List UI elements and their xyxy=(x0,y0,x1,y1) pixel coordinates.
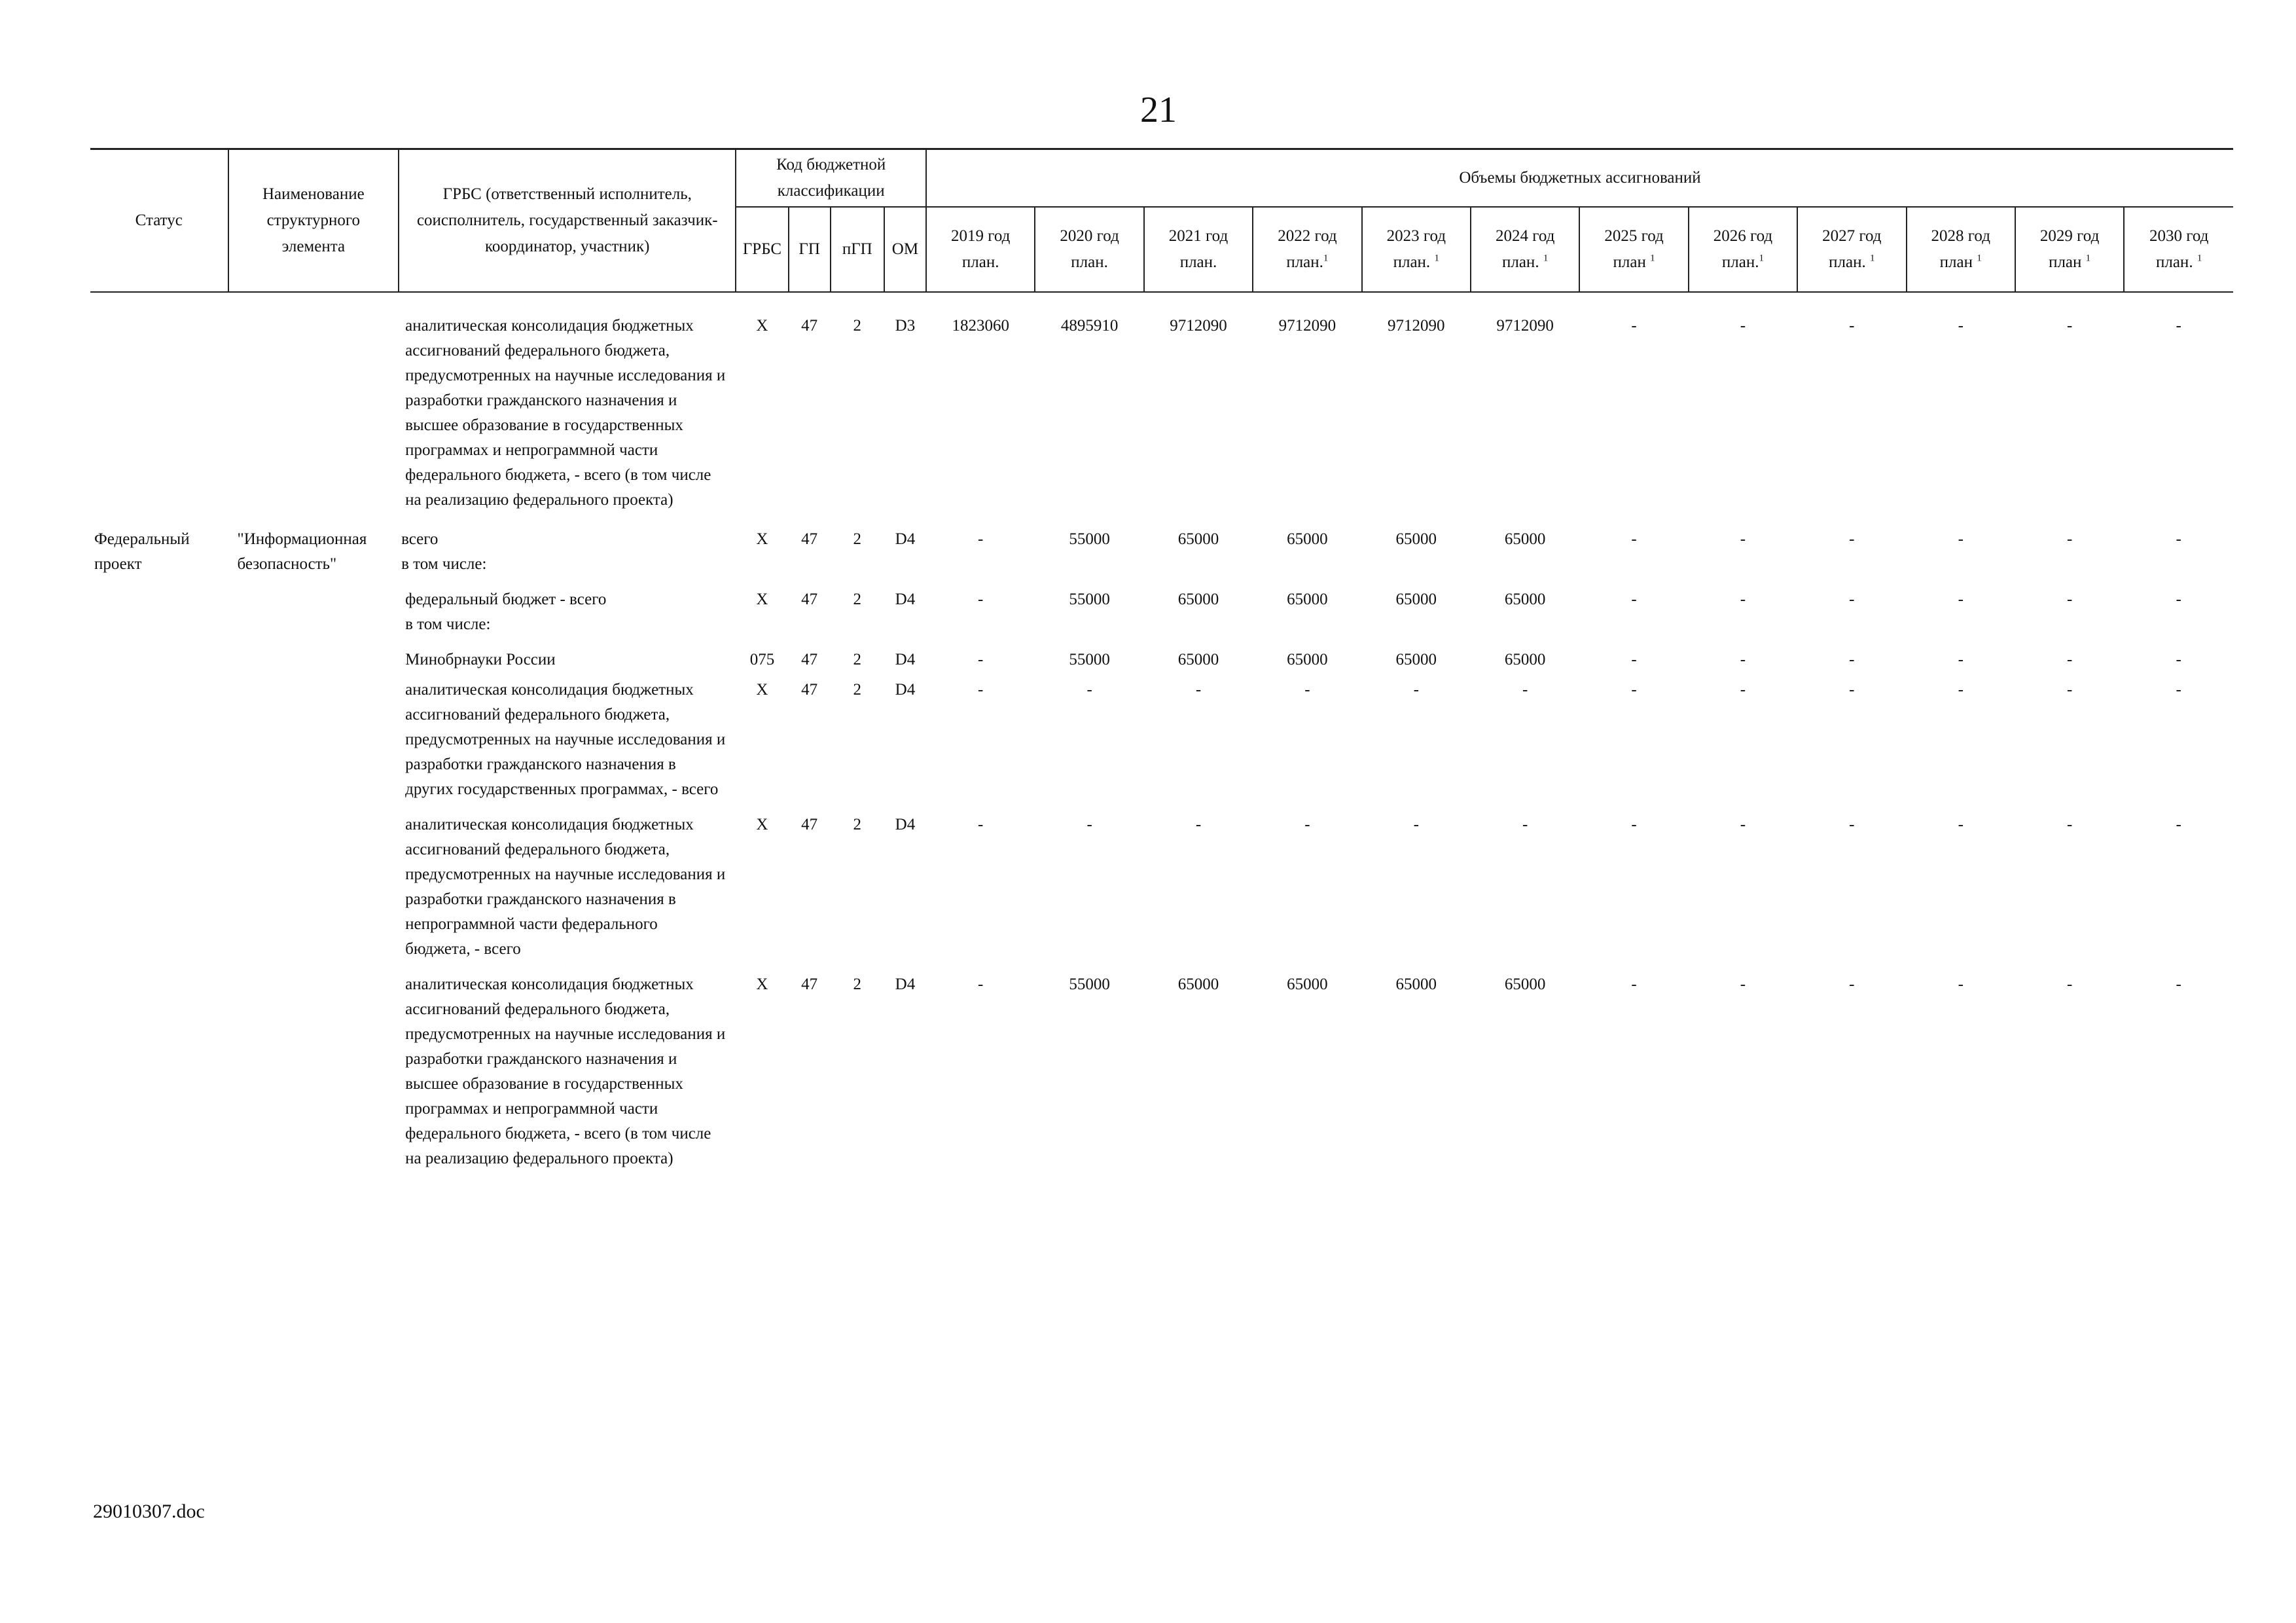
table-row xyxy=(90,314,2233,527)
cell-value: - xyxy=(1740,651,1746,668)
budget-table xyxy=(90,148,2233,1171)
cell-grbs: X xyxy=(756,681,768,699)
cell-value: - xyxy=(2176,681,2181,699)
cell-value: - xyxy=(1304,816,1310,833)
cell-value: 55000 xyxy=(1069,976,1110,993)
cell-value: 65000 xyxy=(1395,591,1437,608)
cell-value: - xyxy=(1849,317,1855,335)
cell-value: - xyxy=(1195,681,1202,699)
cell-om: D4 xyxy=(895,591,916,608)
cell-value: - xyxy=(1958,976,1964,993)
cell-value: 55000 xyxy=(1069,591,1110,608)
cell-grbs: X xyxy=(756,530,768,548)
col-header-status: Статус xyxy=(90,149,228,293)
cell-value: - xyxy=(1631,317,1637,335)
cell-value: 65000 xyxy=(1177,976,1219,993)
cell-value: - xyxy=(978,591,984,608)
cell-value: - xyxy=(1849,651,1855,668)
cell-value: 65000 xyxy=(1504,976,1546,993)
cell-value: - xyxy=(1849,681,1855,699)
cell-pgp: 2 xyxy=(853,651,862,668)
cell-value: - xyxy=(2066,317,2073,335)
cell-value: - xyxy=(2066,651,2073,668)
document-filename: 29010307.doc xyxy=(93,1501,205,1522)
cell-value: 65000 xyxy=(1395,530,1437,548)
cell-value: 65000 xyxy=(1177,591,1219,608)
col-header-year: 2021 год план. xyxy=(1144,207,1253,292)
element-name-cell: "Информационная безопасность" xyxy=(237,530,367,573)
cell-value: - xyxy=(1413,681,1419,699)
col-header-year: 2025 год план $^1$ xyxy=(1579,207,1688,292)
cell-value: - xyxy=(1958,681,1964,699)
cell-value: 1823060 xyxy=(952,317,1009,335)
cell-value: - xyxy=(1958,591,1964,608)
cell-value: 65000 xyxy=(1177,651,1219,668)
cell-value: - xyxy=(1413,816,1419,833)
cell-value: - xyxy=(2066,530,2073,548)
cell-value: - xyxy=(978,681,984,699)
cell-value: - xyxy=(1849,816,1855,833)
cell-value: 9712090 xyxy=(1496,317,1554,335)
cell-value: 65000 xyxy=(1287,591,1328,608)
cell-value: - xyxy=(2176,317,2181,335)
col-header-budget-code: Код бюджетной классификации xyxy=(736,149,926,208)
cell-value: - xyxy=(1086,681,1092,699)
cell-pgp: 2 xyxy=(853,681,862,699)
cell-value: - xyxy=(1740,681,1746,699)
header-row-1 xyxy=(90,149,2233,208)
cell-value: - xyxy=(1958,530,1964,548)
row-description: всего в том числе: xyxy=(401,530,487,573)
cell-pgp: 2 xyxy=(853,816,862,833)
cell-value: 65000 xyxy=(1177,530,1219,548)
col-header-code-pgp: пГП xyxy=(831,207,884,292)
col-header-element-name: Наименование структурного элемента xyxy=(228,149,399,293)
cell-value: - xyxy=(1631,976,1637,993)
col-header-year: 2023 год план. $^1$ xyxy=(1362,207,1471,292)
col-header-year: 2019 год план. xyxy=(926,207,1035,292)
cell-value: - xyxy=(1086,816,1092,833)
col-header-year: 2029 год план $^1$ xyxy=(2015,207,2124,292)
col-header-year: 2024 год план. $^1$ xyxy=(1471,207,1579,292)
cell-om: D4 xyxy=(895,681,916,699)
cell-value: - xyxy=(1740,530,1746,548)
cell-om: D4 xyxy=(895,651,916,668)
cell-om: D4 xyxy=(895,976,916,993)
cell-gp: 47 xyxy=(801,530,818,548)
cell-pgp: 2 xyxy=(853,976,862,993)
cell-value: 65000 xyxy=(1395,651,1437,668)
cell-value: - xyxy=(978,976,984,993)
col-header-code-om: ОМ xyxy=(884,207,926,292)
cell-value: 65000 xyxy=(1287,976,1328,993)
col-header-grbs-executor: ГРБС (ответственный исполнитель, соисполнитель, государственный заказчик-координатор, участник) xyxy=(399,149,736,293)
cell-value: 65000 xyxy=(1504,591,1546,608)
cell-value: - xyxy=(2066,591,2073,608)
cell-gp: 47 xyxy=(801,591,818,608)
status-cell: Федеральный проект xyxy=(94,530,190,573)
cell-grbs: X xyxy=(756,976,768,993)
cell-pgp: 2 xyxy=(853,317,862,335)
cell-grbs: 075 xyxy=(749,651,775,668)
cell-value: - xyxy=(1958,317,1964,335)
cell-grbs: X xyxy=(756,591,768,608)
cell-value: - xyxy=(978,651,984,668)
table-row xyxy=(90,587,2233,647)
row-description: федеральный бюджет - всего в том числе: xyxy=(405,591,607,633)
row-description: Минобрнауки России xyxy=(405,651,556,668)
cell-value: 65000 xyxy=(1504,651,1546,668)
cell-pgp: 2 xyxy=(853,591,862,608)
cell-value: - xyxy=(2176,816,2181,833)
cell-gp: 47 xyxy=(801,317,818,335)
cell-value: 65000 xyxy=(1395,976,1437,993)
cell-value: - xyxy=(2176,651,2181,668)
col-header-code-gp: ГП xyxy=(789,207,831,292)
cell-om: D4 xyxy=(895,530,916,548)
cell-value: - xyxy=(1631,681,1637,699)
cell-value: - xyxy=(1740,976,1746,993)
cell-value: - xyxy=(1304,681,1310,699)
cell-value: - xyxy=(2066,816,2073,833)
row-description: аналитическая консолидация бюджетных ассигнований федерального бюджета, предусмотренных на научные исследования и разработки гражданского назначения в других государственных программах, - всего xyxy=(405,681,726,798)
col-header-year: 2026 год план.$^1$ xyxy=(1689,207,1797,292)
table-row xyxy=(90,812,2233,972)
row-description: аналитическая консолидация бюджетных ассигнований федерального бюджета, предусмотренных на научные исследования и разработки гражданского назначения и высшее образование в государственных программах и непрограммной части федерального бюджета, - всего (в том числе на реализацию федерального проекта) xyxy=(405,317,726,509)
col-header-year: 2027 год план. $^1$ xyxy=(1797,207,1906,292)
col-header-year: 2030 год план. $^1$ xyxy=(2124,207,2233,292)
col-header-code-grbs: ГРБС xyxy=(736,207,788,292)
cell-value: 65000 xyxy=(1287,651,1328,668)
cell-value: - xyxy=(1631,591,1637,608)
col-header-year: 2028 год план $^1$ xyxy=(1907,207,2015,292)
cell-gp: 47 xyxy=(801,976,818,993)
cell-value: - xyxy=(1740,317,1746,335)
cell-gp: 47 xyxy=(801,681,818,699)
cell-value: - xyxy=(1849,591,1855,608)
cell-value: 9712090 xyxy=(1278,317,1336,335)
cell-value: - xyxy=(978,530,984,548)
cell-gp: 47 xyxy=(801,651,818,668)
cell-value: - xyxy=(1522,681,1528,699)
cell-value: - xyxy=(1631,651,1637,668)
cell-value: - xyxy=(978,816,984,833)
cell-value: 9712090 xyxy=(1388,317,1445,335)
cell-value: - xyxy=(2176,976,2181,993)
cell-value: - xyxy=(1740,816,1746,833)
col-header-volumes: Объемы бюджетных ассигнований xyxy=(926,149,2233,208)
cell-value: - xyxy=(1631,816,1637,833)
cell-value: 65000 xyxy=(1287,530,1328,548)
cell-value: 4895910 xyxy=(1060,317,1119,335)
cell-value: 9712090 xyxy=(1170,317,1227,335)
cell-value: 65000 xyxy=(1504,530,1546,548)
cell-value: 55000 xyxy=(1069,651,1110,668)
page-number: 21 xyxy=(1140,90,1177,130)
cell-value: - xyxy=(2066,681,2073,699)
cell-value: - xyxy=(1522,816,1528,833)
cell-value: - xyxy=(1631,530,1637,548)
cell-gp: 47 xyxy=(801,816,818,833)
cell-value: 55000 xyxy=(1069,530,1110,548)
cell-value: - xyxy=(1958,651,1964,668)
cell-grbs: X xyxy=(756,317,768,335)
table-row xyxy=(90,647,2233,678)
col-header-year: 2020 год план. xyxy=(1035,207,1143,292)
row-description: аналитическая консолидация бюджетных ассигнований федерального бюджета, предусмотренных на научные исследования и разработки гражданского назначения и высшее образование в государственных программах и непрограммной части федерального бюджета, - всего (в том числе на реализацию федерального проекта) xyxy=(405,976,726,1167)
table-row xyxy=(90,972,2233,1171)
cell-value: - xyxy=(1958,816,1964,833)
cell-om: D4 xyxy=(895,816,916,833)
table-row xyxy=(90,527,2233,587)
row-description: аналитическая консолидация бюджетных ассигнований федерального бюджета, предусмотренных на научные исследования и разработки гражданского назначения в непрограммной части федерального бюджета, - всего xyxy=(405,816,726,958)
col-header-year: 2022 год план.$^1$ xyxy=(1253,207,1361,292)
cell-pgp: 2 xyxy=(853,530,862,548)
cell-value: - xyxy=(1849,530,1855,548)
cell-value: - xyxy=(1195,816,1202,833)
cell-grbs: X xyxy=(756,816,768,833)
table-row xyxy=(90,678,2233,812)
cell-om: D3 xyxy=(895,317,916,335)
cell-value: - xyxy=(2066,976,2073,993)
cell-value: - xyxy=(2176,530,2181,548)
cell-value: - xyxy=(1849,976,1855,993)
cell-value: - xyxy=(2176,591,2181,608)
cell-value: - xyxy=(1740,591,1746,608)
